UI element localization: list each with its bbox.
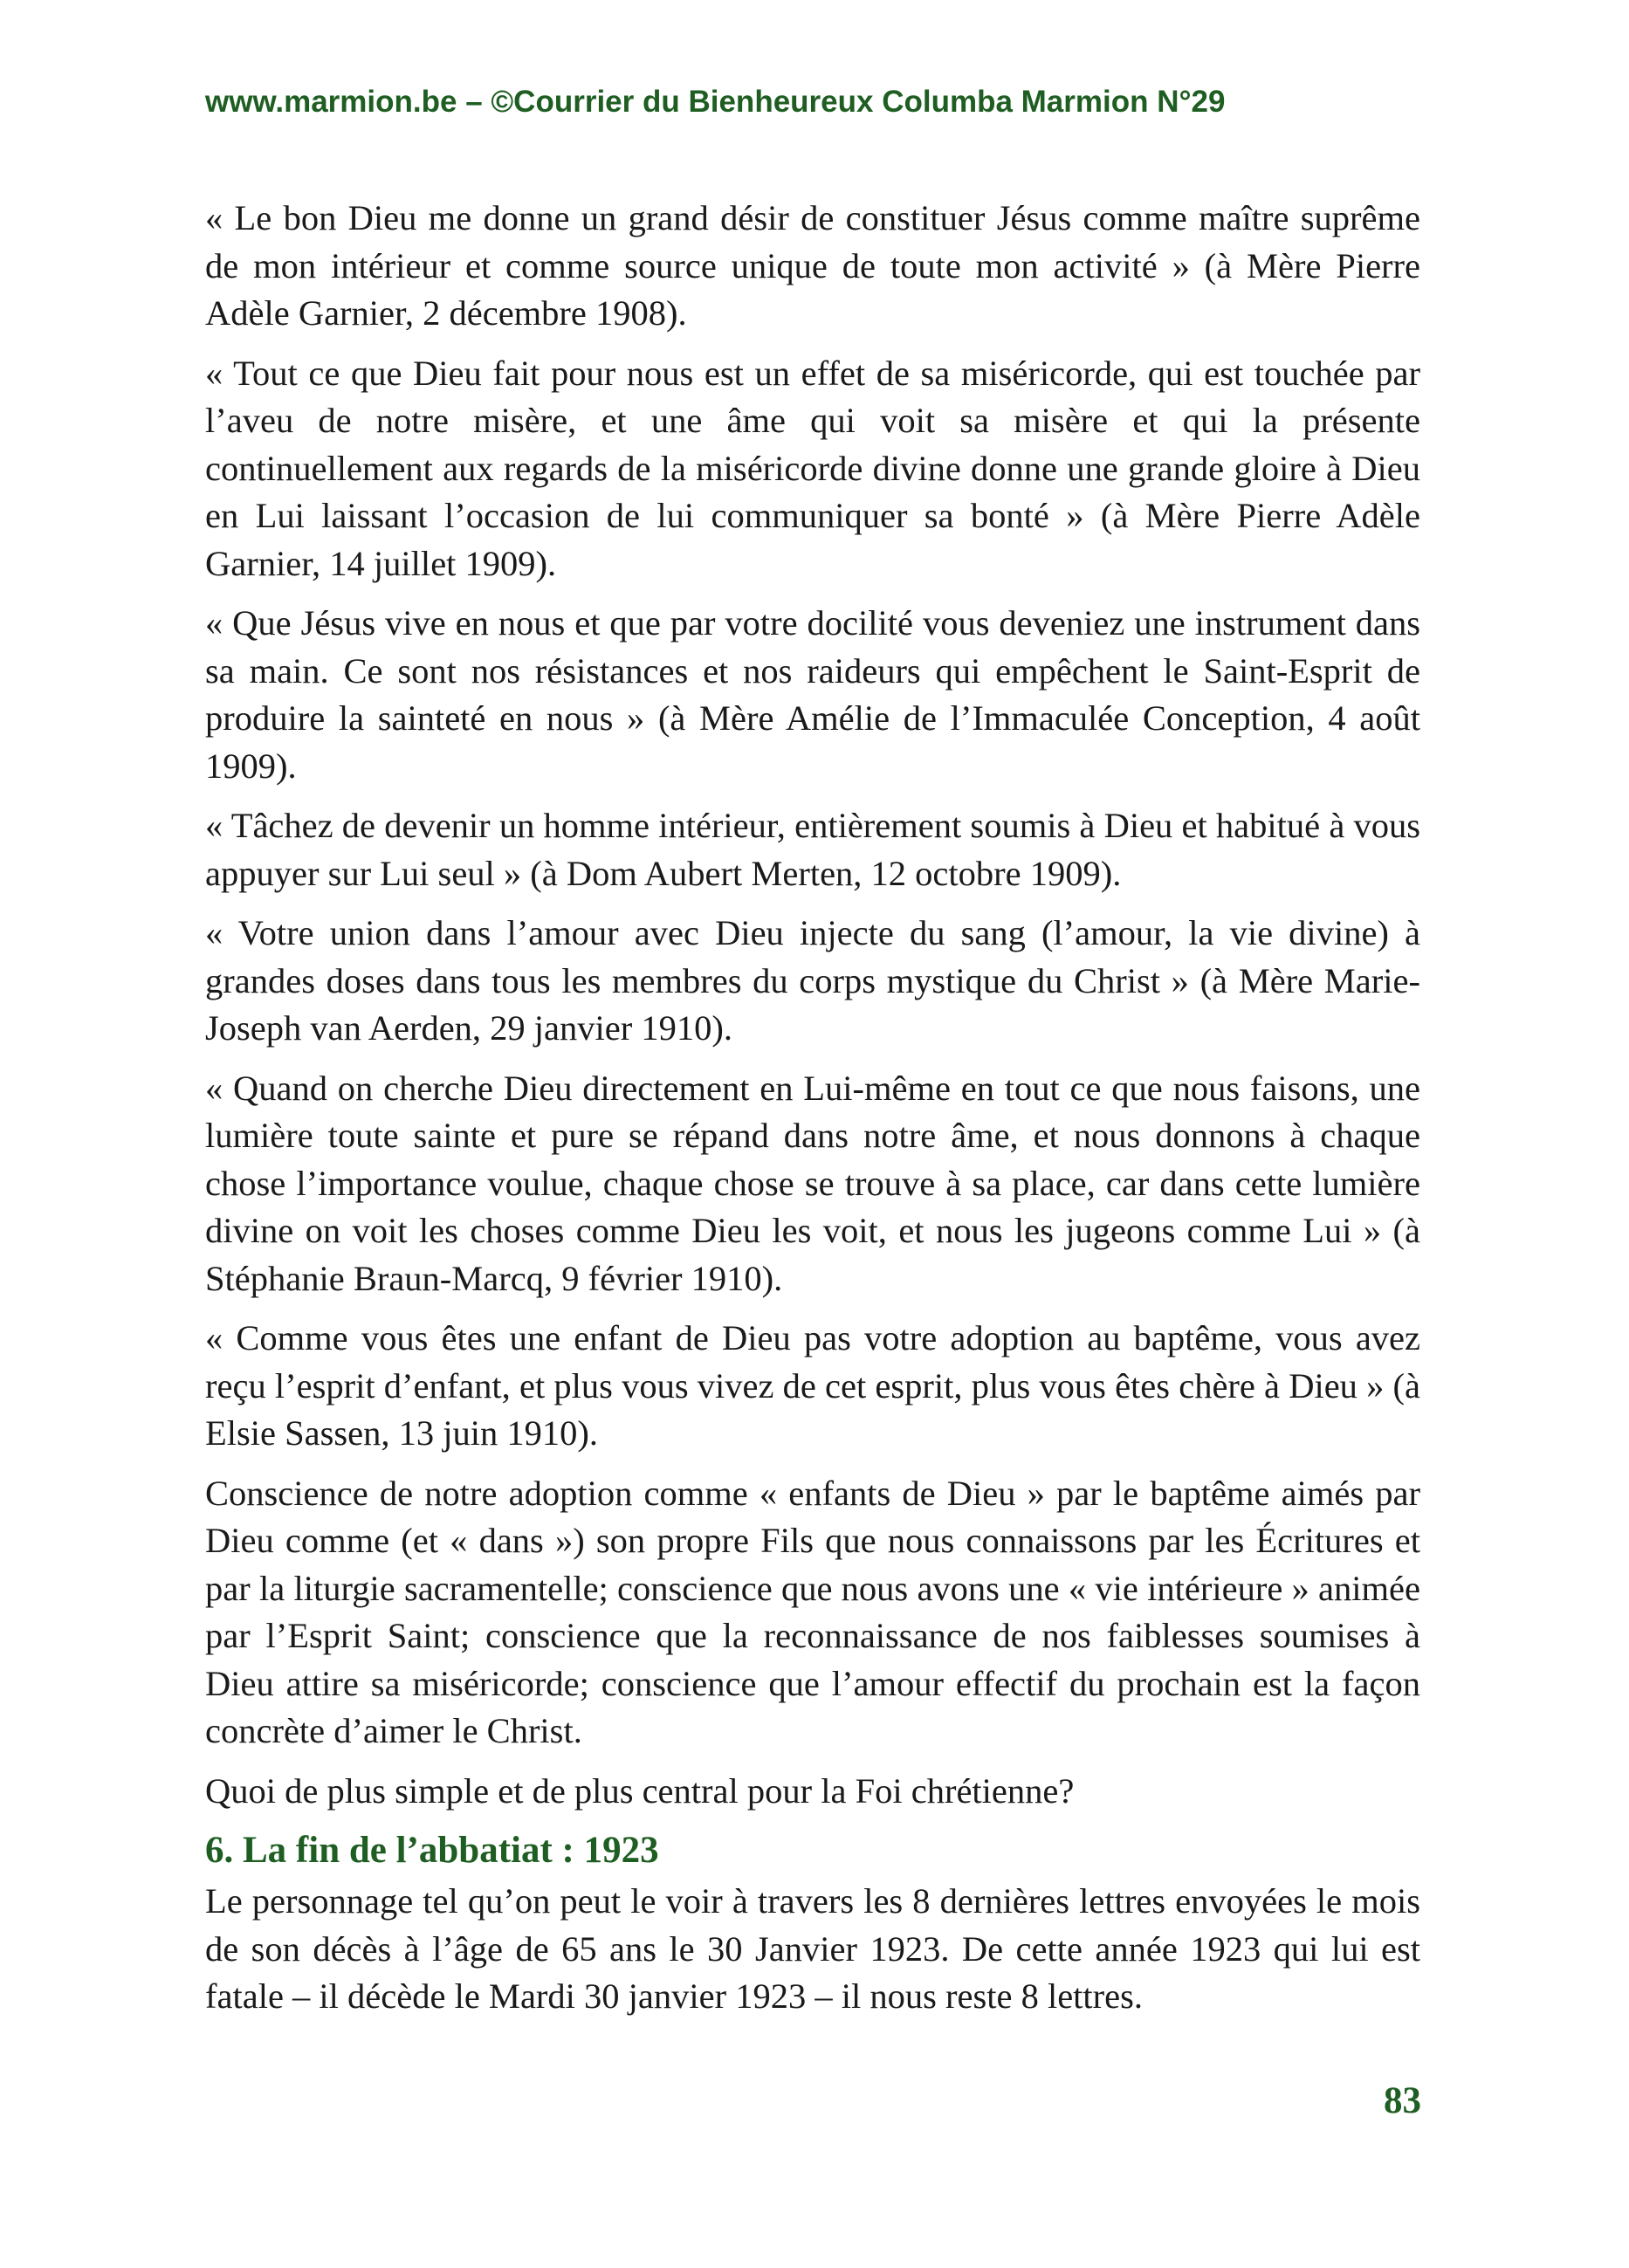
quote-paragraph: « Comme vous êtes une enfant de Dieu pas votre adoption au baptême, vous avez reçu l’esprit d’enfant, et plus vous vivez de cet esprit, plus vous êtes chère à Dieu » (à Elsie Sassen, 13 juin 1910). [205, 1318, 1420, 1453]
quote-paragraph: « Le bon Dieu me donne un grand désir de constituer Jésus comme maître suprême de mon intérieur et comme source unique de toute mon activité » (à Mère Pierre Adèle Garnier, 2 décembre 1908). [205, 198, 1420, 333]
commentary-paragraph: Conscience de notre adoption comme « enfants de Dieu » par le baptême aimés par Dieu comme (et « dans ») son propre Fils que nous connaissons par les Écritures et par la liturgie sacramentelle; conscience que nous avons une « vie intérieure » animée par l’Esprit Saint; conscience que la reconnaissance de nos faiblesses soumises à Dieu attire sa miséricorde; conscience que l’amour effectif du prochain est la façon concrète d’aimer le Christ. [205, 1473, 1420, 1750]
section-heading: 6. La fin de l’abbatiat : 1923 [205, 1830, 659, 1871]
page-number: 83 [1384, 2080, 1421, 2121]
quote-paragraph: « Votre union dans l’amour avec Dieu injecte du sang (l’amour, la vie divine) à grandes doses dans tous les membres du corps mystique du Christ » (à Mère Marie-Joseph van Aerden, 29 janvier 1910). [205, 913, 1420, 1048]
running-header: www.marmion.be – ©Courrier du Bienheureux Columba Marmion N°29 [205, 85, 1226, 119]
body-text [205, 195, 1420, 2033]
commentary-paragraph: Quoi de plus simple et de plus central pour la Foi chrétienne? [205, 1770, 1075, 1811]
quote-paragraph: « Que Jésus vive en nous et que par votre docilité vous deveniez une instrument dans sa main. Ce sont nos résistances et nos raideurs qui empêchent le Saint-Esprit de produire la sainteté en nous » (à Mère Amélie de l’Immaculée Conception, 4 août 1909). [205, 603, 1420, 786]
section-paragraph: Le personnage tel qu’on peut le voir à travers les 8 dernières lettres envoyées le mois de son décès à l’âge de 65 ans le 30 Janvier 1923. De cette année 1923 qui lui est fatale – il décède le Mardi 30 janvier 1923 – il nous reste 8 lettres. [205, 1881, 1420, 2016]
quote-paragraph: « Tout ce que Dieu fait pour nous est un effet de sa miséricorde, qui est touchée par l’aveu de notre misère, et une âme qui voit sa misère et qui la présente continuellement aux regards de la miséricorde divine donne une grande gloire à Dieu en Lui laissant l’occasion de lui communiquer sa bonté » (à Mère Pierre Adèle Garnier, 14 juillet 1909). [205, 353, 1420, 583]
quote-paragraph: « Tâchez de devenir un homme intérieur, entièrement soumis à Dieu et habitué à vous appuyer sur Lui seul » (à Dom Aubert Merten, 12 octobre 1909). [205, 806, 1420, 893]
quote-paragraph: « Quand on cherche Dieu directement en Lui-même en tout ce que nous faisons, une lumière toute sainte et pure se répand dans notre âme, et nous donnons à chaque chose l’importance voulue, chaque chose se trouve à sa place, car dans cette lumière divine on voit les choses comme Dieu les voit, et nous les jugeons comme Lui » (à Stéphanie Braun-Marcq, 9 février 1910). [205, 1068, 1420, 1298]
